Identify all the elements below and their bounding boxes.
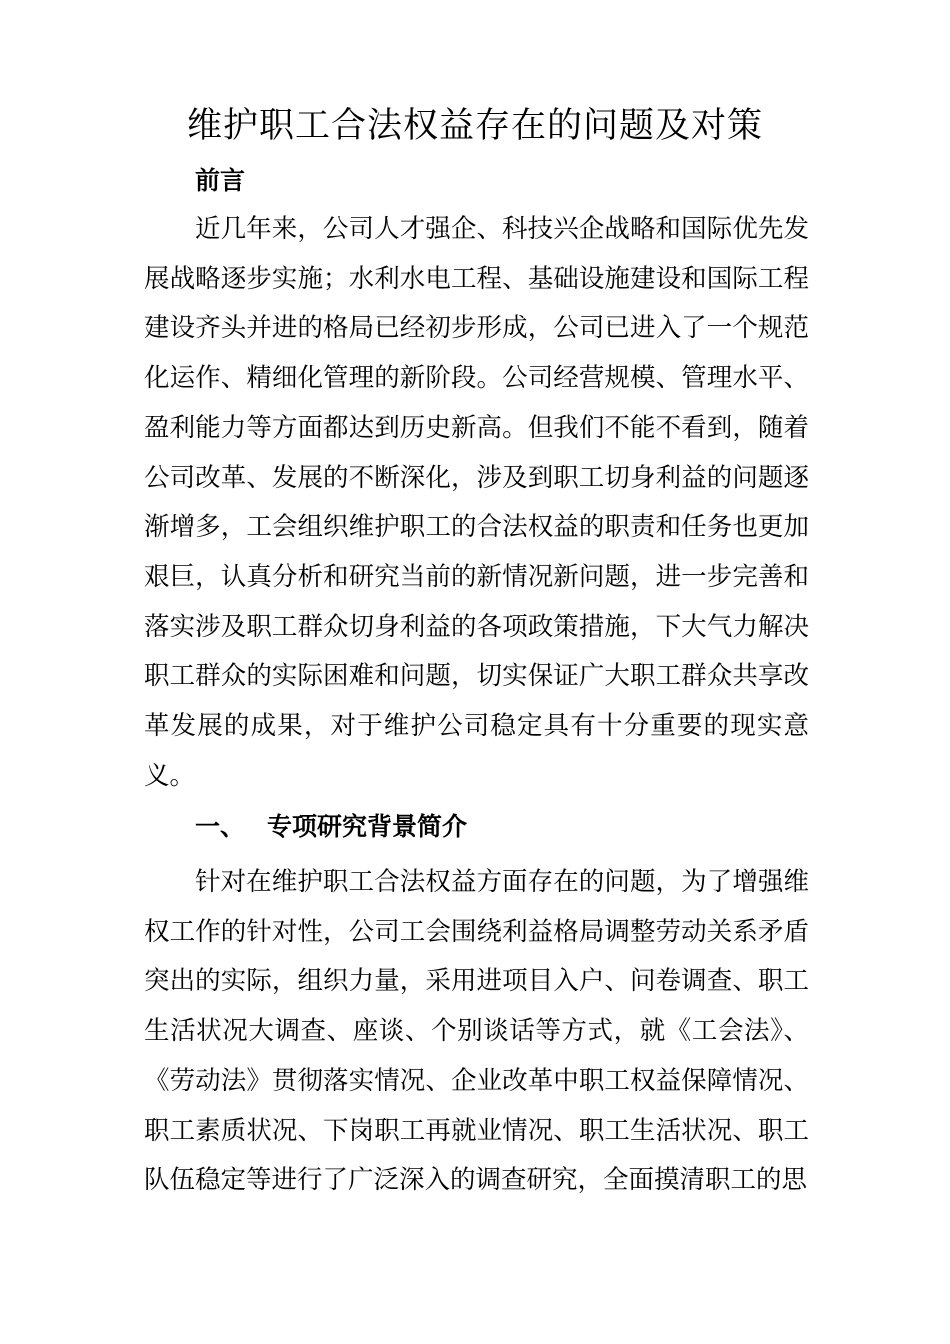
document-title: 维护职工合法权益存在的问题及对策 <box>186 106 763 146</box>
section-1-number: 一、 <box>195 812 246 841</box>
section-1-title: 专项研究背景简介 <box>267 812 468 841</box>
preface-paragraph: 近几年来，公司人才强企、科技兴企战略和国际优先发展战略逐步实施；水利水电工程、基础设施建设和国际工程建设齐头并进的格局已经初步形成，公司已进入了一个规范化运作、精细化管理的新阶段。公司经营规模、管理水平、盈利能力等方面都达到历史新高。但我们不能不看到，随着公司改革、发展的不断深化，涉及到职工切身利益的问题逐渐增多，工会组织维护职工的合法权益的职责和任务也更加艰巨，认真分析和研究当前的新情况新问题，进一步完善和落实涉及职工群众切身利益的各项政策措施，下大气力解决职工群众的实际困难和问题，切实保证广大职工群众共享改革发展的成果，对于维护公司稳定具有十分重要的现实意义。 <box>144 214 809 791</box>
section-1-paragraph: 针对在维护职工合法权益方面存在的问题，为了增强维权工作的针对性，公司工会围绕利益格局调整劳动关系矛盾突出的实际，组织力量，采用进项目入户、问卷调查、职工生活状况大调查、座谈、个别谈话等方式，就《工会法》、《劳动法》贯彻落实情况、企业改革中职工权益保障情况、职工素质状况、下岗职工再就业情况、职工生活状况、职工队伍稳定等进行了广泛深入的调查研究，全面摸清职工的思 <box>144 867 809 1196</box>
preface-heading: 前言 <box>195 166 246 195</box>
section-1-heading <box>195 802 467 852</box>
